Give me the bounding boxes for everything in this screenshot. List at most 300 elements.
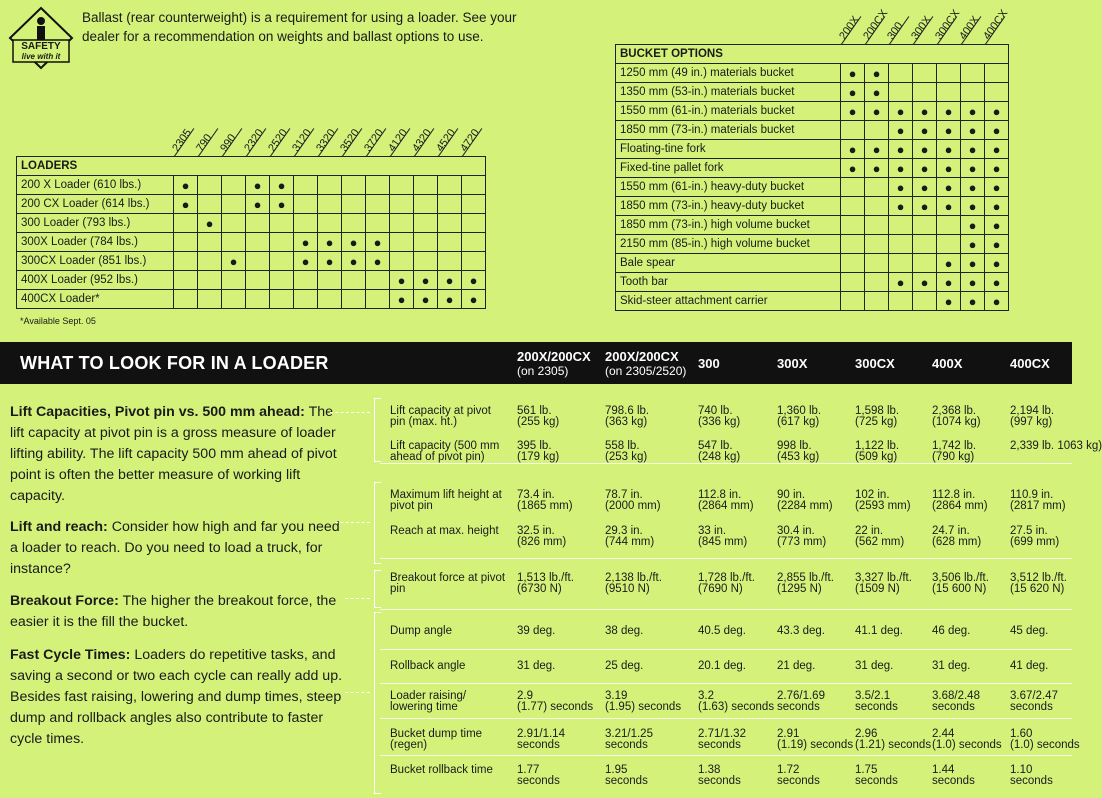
row-label: 300CX Loader (851 lbs.) (17, 252, 174, 271)
empty-cell (438, 176, 462, 195)
comparison-column-header (698, 357, 720, 371)
compatible-dot: ● (889, 197, 913, 216)
guidance-body: Consider how high and far you need a loader to reach. Do you need to load a truck, for instance? (10, 519, 340, 577)
empty-cell (222, 290, 246, 309)
compatible-dot: ● (961, 197, 985, 216)
compatible-dot: ● (246, 176, 270, 195)
column-header: 2520 (265, 127, 290, 154)
compatible-dot: ● (961, 292, 985, 311)
comparison-title: WHAT TO LOOK FOR IN A LOADER (20, 353, 329, 373)
empty-cell (961, 83, 985, 102)
empty-cell (865, 292, 889, 311)
spec-value: 1.44 seconds (932, 764, 975, 787)
empty-cell (342, 290, 366, 309)
empty-cell (937, 235, 961, 254)
compatible-dot: ● (246, 195, 270, 214)
empty-cell (462, 233, 486, 252)
column-header: 3720 (361, 127, 386, 154)
compatible-dot: ● (414, 290, 438, 309)
empty-cell (865, 121, 889, 140)
table-row (616, 216, 1009, 235)
row-label: Floating-tine fork (616, 140, 841, 159)
empty-cell (889, 64, 913, 83)
empty-cell (889, 216, 913, 235)
empty-cell (366, 176, 390, 195)
column-header: 790 (193, 132, 215, 154)
empty-cell (913, 83, 937, 102)
row-divider (380, 718, 1072, 719)
table-row (616, 159, 1009, 178)
empty-cell (841, 178, 865, 197)
empty-cell (937, 216, 961, 235)
column-header: 3320 (313, 127, 338, 154)
row-divider (380, 609, 1072, 610)
spec-label: Reach at max. height (390, 525, 499, 537)
compatible-dot: ● (889, 121, 913, 140)
row-label: Fixed-tine pallet fork (616, 159, 841, 178)
guidance-lift-capacities (10, 402, 350, 507)
compatible-dot: ● (889, 140, 913, 159)
compatible-dot: ● (366, 233, 390, 252)
empty-cell (198, 176, 222, 195)
spec-value: 31 deg. (932, 660, 971, 672)
compatible-dot: ● (985, 140, 1009, 159)
compatible-dot: ● (985, 178, 1009, 197)
empty-cell (985, 83, 1009, 102)
table-row (616, 254, 1009, 273)
spec-value: 102 in. (2593 mm) (855, 489, 911, 512)
comparison-column-header (777, 357, 807, 371)
connector-line (335, 522, 370, 523)
column-header: 200CX (860, 7, 890, 43)
empty-cell (961, 64, 985, 83)
empty-cell (841, 121, 865, 140)
empty-cell (270, 252, 294, 271)
row-divider (380, 683, 1072, 684)
row-label: 1850 mm (73-in.) high volume bucket (616, 216, 841, 235)
spec-value: 31 deg. (517, 660, 556, 672)
column-name: 300X (777, 356, 808, 371)
compatible-dot: ● (985, 121, 1009, 140)
column-subtitle: (on 2305/2520) (605, 364, 687, 378)
compatible-dot: ● (961, 178, 985, 197)
spec-value: 1,122 lb. (509 kg) (855, 440, 900, 463)
empty-cell (913, 235, 937, 254)
compatible-dot: ● (913, 102, 937, 121)
empty-cell (841, 197, 865, 216)
spec-label: Breakout force at pivot pin (390, 572, 506, 595)
empty-cell (198, 290, 222, 309)
spec-label: Dump angle (390, 625, 453, 637)
empty-cell (222, 214, 246, 233)
compatible-dot: ● (865, 83, 889, 102)
compatible-dot: ● (342, 252, 366, 271)
compatible-dot: ● (913, 140, 937, 159)
spec-value: 1.60 (1.0) seconds (1010, 728, 1080, 751)
spec-value: 25 deg. (605, 660, 644, 672)
compatible-dot: ● (865, 159, 889, 178)
compatible-dot: ● (366, 252, 390, 271)
column-header: 2305 (169, 127, 194, 154)
empty-cell (174, 233, 198, 252)
column-header: 2320 (241, 127, 266, 154)
empty-cell (841, 292, 865, 311)
empty-cell (841, 254, 865, 273)
spec-value: 558 lb. (253 kg) (605, 440, 648, 463)
compatible-dot: ● (438, 271, 462, 290)
compatible-dot: ● (889, 159, 913, 178)
empty-cell (889, 235, 913, 254)
empty-cell (937, 64, 961, 83)
comparison-column-header (517, 350, 591, 378)
row-label: 300X Loader (784 lbs.) (17, 233, 174, 252)
spec-value: 2.96 (1.21) seconds (855, 728, 932, 751)
empty-cell (414, 214, 438, 233)
compatible-dot: ● (985, 235, 1009, 254)
spec-value: 31 deg. (855, 660, 894, 672)
spec-value: 30.4 in. (773 mm) (777, 525, 827, 548)
compatible-dot: ● (913, 159, 937, 178)
empty-cell (246, 252, 270, 271)
spec-value: 45 deg. (1010, 625, 1049, 637)
empty-cell (841, 235, 865, 254)
empty-cell (342, 214, 366, 233)
compatible-dot: ● (937, 197, 961, 216)
spec-value: 3,327 lb./ft. (1509 N) (855, 572, 912, 595)
spec-value: 1.75 seconds (855, 764, 898, 787)
spec-value: 2.91 (1.19) seconds (777, 728, 854, 751)
compatible-dot: ● (294, 233, 318, 252)
spec-value: 3,512 lb./ft. (15 620 N) (1010, 572, 1067, 595)
loaders-table-title: LOADERS (17, 157, 486, 176)
table-row (616, 121, 1009, 140)
spec-value: 547 lb. (248 kg) (698, 440, 741, 463)
spec-value: 1.77 seconds (517, 764, 560, 787)
empty-cell (865, 273, 889, 292)
empty-cell (246, 214, 270, 233)
safety-slogan: live with it (21, 52, 61, 61)
empty-cell (462, 176, 486, 195)
spec-value: 21 deg. (777, 660, 816, 672)
row-label: Skid-steer attachment carrier (616, 292, 841, 311)
empty-cell (246, 290, 270, 309)
spec-value: 41.1 deg. (855, 625, 903, 637)
spec-value: 41 deg. (1010, 660, 1049, 672)
table-row (616, 64, 1009, 83)
spec-value: 1,742 lb. (790 kg) (932, 440, 977, 463)
row-label: 1850 mm (73-in.) heavy-duty bucket (616, 197, 841, 216)
guidance-lift-reach (10, 517, 350, 580)
empty-cell (462, 195, 486, 214)
compatible-dot: ● (841, 83, 865, 102)
guidance-cycle-times (10, 645, 350, 750)
empty-cell (390, 176, 414, 195)
empty-cell (462, 252, 486, 271)
comparison-column-header (1010, 357, 1050, 371)
empty-cell (342, 176, 366, 195)
comparison-column-header (605, 350, 686, 378)
compatible-dot: ● (270, 176, 294, 195)
compatible-dot: ● (390, 290, 414, 309)
column-header: 300CX (932, 7, 962, 43)
guidance-heading: Fast Cycle Times: (10, 647, 131, 663)
row-divider (380, 463, 1072, 464)
empty-cell (270, 233, 294, 252)
spec-value: 2,138 lb./ft. (9510 N) (605, 572, 662, 595)
column-header: 3520 (337, 127, 362, 154)
spec-value: 39 deg. (517, 625, 556, 637)
spec-value: 22 in. (562 mm) (855, 525, 905, 548)
row-label: 400X Loader (952 lbs.) (17, 271, 174, 290)
column-header: 4720 (457, 127, 482, 154)
safety-word: SAFETY (21, 41, 61, 52)
empty-cell (342, 271, 366, 290)
table-row (17, 195, 486, 214)
spec-value: 1,360 lb. (617 kg) (777, 405, 822, 428)
empty-cell (174, 290, 198, 309)
empty-cell (318, 195, 342, 214)
guidance-body: Loaders do repetitive tasks, and saving a second or two each cycle can really add up. Besides fast raising, lowering and dump times, steep dump and rollback angles also contribute to faster cycle times. (10, 647, 343, 747)
compatible-dot: ● (841, 159, 865, 178)
availability-footnote: *Available Sept. 05 (20, 316, 96, 326)
empty-cell (913, 216, 937, 235)
compatible-dot: ● (961, 159, 985, 178)
compatible-dot: ● (985, 254, 1009, 273)
compatible-dot: ● (841, 140, 865, 159)
compatible-dot: ● (913, 273, 937, 292)
table-row (17, 290, 486, 309)
column-name: 400X (932, 356, 963, 371)
spec-value: 46 deg. (932, 625, 971, 637)
column-name: 200X/200CX (517, 349, 591, 364)
spec-value: 998 lb. (453 kg) (777, 440, 820, 463)
row-label: Bale spear (616, 254, 841, 273)
compatible-dot: ● (462, 271, 486, 290)
table-row (17, 214, 486, 233)
empty-cell (222, 176, 246, 195)
empty-cell (174, 252, 198, 271)
spec-value: 73.4 in. (1865 mm) (517, 489, 573, 512)
compatible-dot: ● (937, 102, 961, 121)
empty-cell (438, 195, 462, 214)
bracket (374, 612, 381, 794)
compatible-dot: ● (222, 252, 246, 271)
empty-cell (198, 252, 222, 271)
empty-cell (246, 233, 270, 252)
spec-value: 1,598 lb. (725 kg) (855, 405, 900, 428)
empty-cell (270, 214, 294, 233)
guidance-heading: Lift Capacities, Pivot pin vs. 500 mm ahead: (10, 404, 305, 420)
compatible-dot: ● (985, 159, 1009, 178)
spec-value: 740 lb. (336 kg) (698, 405, 741, 428)
empty-cell (318, 271, 342, 290)
empty-cell (318, 176, 342, 195)
compatible-dot: ● (174, 176, 198, 195)
compatible-dot: ● (462, 290, 486, 309)
compatible-dot: ● (270, 195, 294, 214)
column-name: 300 (698, 356, 720, 371)
compatible-dot: ● (937, 140, 961, 159)
bracket (374, 482, 381, 564)
table-row (17, 271, 486, 290)
empty-cell (414, 252, 438, 271)
table-row (616, 178, 1009, 197)
empty-cell (841, 216, 865, 235)
row-divider (380, 649, 1072, 650)
compatible-dot: ● (937, 292, 961, 311)
empty-cell (438, 233, 462, 252)
empty-cell (865, 216, 889, 235)
empty-cell (913, 64, 937, 83)
empty-cell (318, 290, 342, 309)
table-row (616, 292, 1009, 311)
empty-cell (174, 214, 198, 233)
compatible-dot: ● (342, 233, 366, 252)
empty-cell (438, 214, 462, 233)
empty-cell (366, 195, 390, 214)
compatible-dot: ● (985, 292, 1009, 311)
row-label: 2150 mm (85-in.) high volume bucket (616, 235, 841, 254)
bracket (374, 398, 381, 462)
spec-value: 1.10 seconds (1010, 764, 1053, 787)
compatible-dot: ● (865, 64, 889, 83)
table-row (616, 83, 1009, 102)
compatible-dot: ● (198, 214, 222, 233)
compatible-dot: ● (961, 102, 985, 121)
empty-cell (865, 254, 889, 273)
column-header: 400CX (980, 7, 1010, 43)
compatible-dot: ● (985, 216, 1009, 235)
spec-value: 20.1 deg. (698, 660, 746, 672)
spec-value: 561 lb. (255 kg) (517, 405, 560, 428)
table-row (17, 233, 486, 252)
spec-label: Lift capacity (500 mm ahead of pivot pin) (390, 440, 500, 463)
compatible-dot: ● (889, 102, 913, 121)
row-divider (380, 558, 1072, 559)
row-divider (380, 755, 1072, 756)
compatible-dot: ● (865, 102, 889, 121)
column-header: 200X (836, 14, 862, 42)
connector-line (330, 412, 370, 413)
empty-cell (985, 64, 1009, 83)
loaders-table (16, 156, 486, 309)
empty-cell (222, 233, 246, 252)
spec-value: 2.91/1.14 seconds (517, 728, 565, 751)
compatible-dot: ● (937, 273, 961, 292)
spec-value: 90 in. (2284 mm) (777, 489, 833, 512)
spec-value: 1,728 lb./ft. (7690 N) (698, 572, 755, 595)
compatible-dot: ● (889, 178, 913, 197)
empty-cell (414, 176, 438, 195)
compatible-dot: ● (961, 254, 985, 273)
empty-cell (390, 195, 414, 214)
spec-label: Lift capacity at pivot pin (max. ht.) (390, 405, 491, 428)
compatible-dot: ● (174, 195, 198, 214)
spec-value: 3.19 (1.95) seconds (605, 690, 682, 713)
empty-cell (841, 273, 865, 292)
compatible-dot: ● (985, 102, 1009, 121)
row-label: 1550 mm (61-in.) materials bucket (616, 102, 841, 121)
column-header: 300X (908, 14, 934, 42)
compatible-dot: ● (294, 252, 318, 271)
empty-cell (414, 195, 438, 214)
spec-value: 24.7 in. (628 mm) (932, 525, 982, 548)
compatible-dot: ● (913, 178, 937, 197)
column-subtitle: (on 2305) (517, 364, 569, 378)
row-label: 300 Loader (793 lbs.) (17, 214, 174, 233)
row-label: 1350 mm (53-in.) materials bucket (616, 83, 841, 102)
spec-value: 78.7 in. (2000 mm) (605, 489, 661, 512)
compatible-dot: ● (841, 64, 865, 83)
row-label: 200 CX Loader (614 lbs.) (17, 195, 174, 214)
row-label: 1250 mm (49 in.) materials bucket (616, 64, 841, 83)
spec-value: 3.68/2.48 seconds (932, 690, 980, 713)
spec-value: 2,855 lb./ft. (1295 N) (777, 572, 834, 595)
empty-cell (294, 176, 318, 195)
empty-cell (294, 271, 318, 290)
spec-value: 1.38 seconds (698, 764, 741, 787)
safety-logo (6, 6, 76, 64)
spec-label: Bucket dump time (regen) (390, 728, 483, 751)
compatible-dot: ● (390, 271, 414, 290)
spec-value: 1,513 lb./ft. (6730 N) (517, 572, 574, 595)
comparison-column-header (932, 357, 962, 371)
spec-value: 32.5 in. (826 mm) (517, 525, 567, 548)
guidance-body: The higher the breakout force, the easier it is the fill the bucket. (10, 593, 337, 630)
spec-value: 2.9 (1.77) seconds (517, 690, 594, 713)
empty-cell (174, 271, 198, 290)
compatible-dot: ● (841, 102, 865, 121)
empty-cell (270, 271, 294, 290)
empty-cell (198, 271, 222, 290)
empty-cell (198, 195, 222, 214)
spec-label: Rollback angle (390, 660, 466, 672)
empty-cell (438, 252, 462, 271)
compatible-dot: ● (937, 121, 961, 140)
compatible-dot: ● (865, 140, 889, 159)
bucket-table-title: BUCKET OPTIONS (616, 45, 1009, 64)
compatible-dot: ● (438, 290, 462, 309)
comparison-header (0, 342, 1072, 384)
column-header: 4520 (433, 127, 458, 154)
spec-value: 38 deg. (605, 625, 644, 637)
column-name: 200X/200CX (605, 349, 679, 364)
empty-cell (246, 271, 270, 290)
spec-value: 33 in. (845 mm) (698, 525, 748, 548)
row-label: 400CX Loader* (17, 290, 174, 309)
empty-cell (889, 254, 913, 273)
guidance-breakout-force (10, 591, 350, 633)
spec-value: 2.44 (1.0) seconds (932, 728, 1002, 751)
empty-cell (865, 235, 889, 254)
empty-cell (366, 271, 390, 290)
compatible-dot: ● (414, 271, 438, 290)
connector-line (345, 598, 370, 599)
compatible-dot: ● (913, 197, 937, 216)
compatible-dot: ● (937, 178, 961, 197)
empty-cell (318, 214, 342, 233)
spec-value: 3.21/1.25 seconds (605, 728, 653, 751)
empty-cell (294, 290, 318, 309)
ballast-note: Ballast (rear counterweight) is a requirement for using a loader. See your dealer for a recommendation on weights and ballast options to use. (82, 10, 517, 44)
empty-cell (270, 290, 294, 309)
compatible-dot: ● (889, 273, 913, 292)
empty-cell (913, 254, 937, 273)
table-row (17, 176, 486, 195)
column-header: 990 (217, 132, 239, 154)
spec-value: 29.3 in. (744 mm) (605, 525, 655, 548)
column-header: 300 (884, 20, 906, 42)
